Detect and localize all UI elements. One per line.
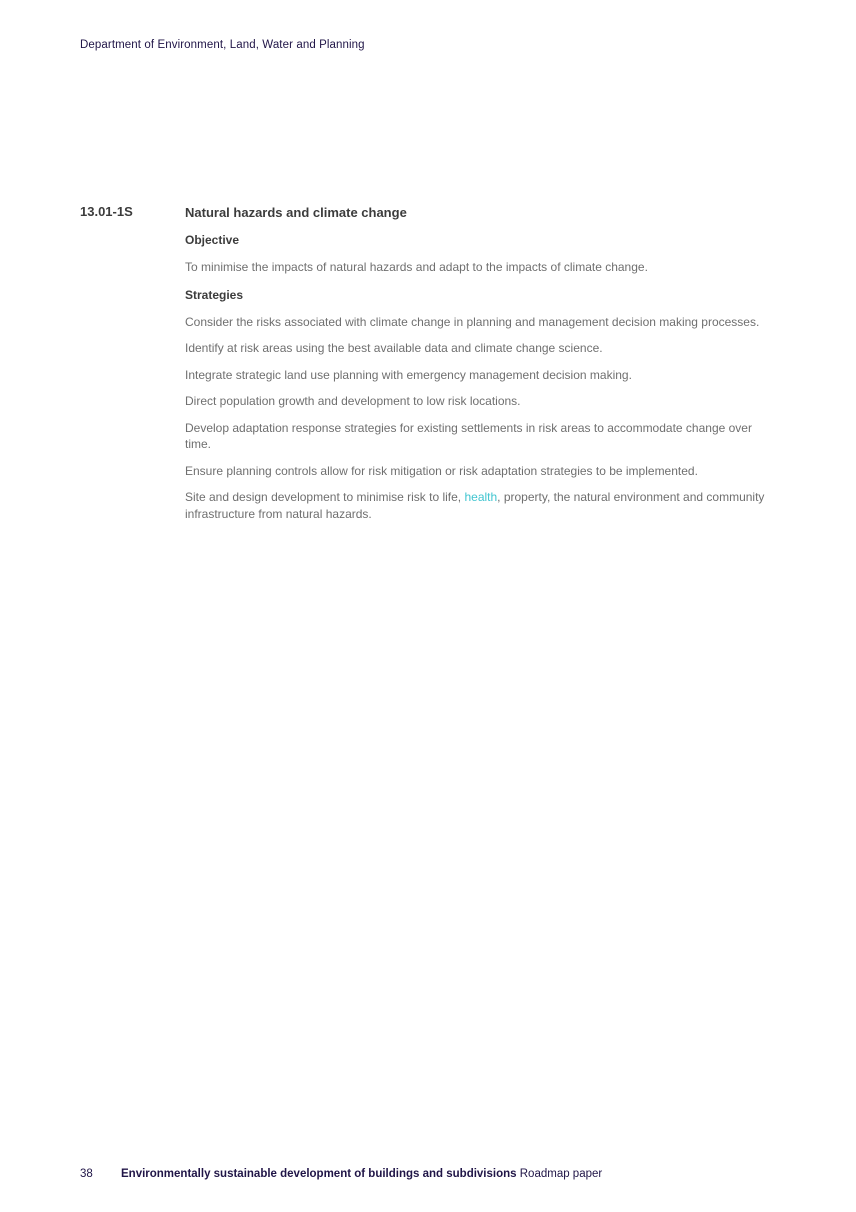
strategy-item: Develop adaptation response strategies for existing settlements in risk areas to accommodate change over time.	[185, 420, 752, 451]
document-title: Environmentally sustainable development of buildings and subdivisions	[121, 1168, 517, 1180]
strategy-item: Identify at risk areas using the best available data and climate change science.	[185, 341, 603, 355]
objective-heading: Objective	[185, 233, 240, 247]
header-department: Department of Environment, Land, Water and Planning	[80, 39, 365, 51]
health-link[interactable]: health	[464, 490, 498, 504]
objective-text: To minimise the impacts of natural hazards and adapt to the impacts of climate change.	[185, 260, 648, 274]
strategies-heading: Strategies	[185, 287, 244, 302]
strategy-item: Direct population growth and development to low risk locations.	[185, 394, 521, 408]
clause-content	[185, 204, 765, 532]
strategy-item: Ensure planning controls allow for risk mitigation or risk adaptation strategies to be implemented.	[185, 463, 698, 478]
document-subtitle: Roadmap paper	[519, 1168, 603, 1180]
clause-number: 13.01-1S	[80, 204, 133, 219]
page-number: 38	[80, 1168, 93, 1180]
strategy-text-before-link: Site and design development to minimise risk to life,	[185, 490, 465, 504]
strategy-item-last	[185, 489, 765, 522]
footer	[80, 1168, 602, 1180]
clause-title: Natural hazards and climate change	[185, 205, 407, 220]
strategy-item: Consider the risks associated with climate change in planning and management decision making processes.	[185, 314, 760, 329]
strategy-item: Integrate strategic land use planning with emergency management decision making.	[185, 367, 632, 382]
strategy-text-after-link: , property, the natural environment and community infrastructure from natural hazards.	[185, 490, 765, 521]
